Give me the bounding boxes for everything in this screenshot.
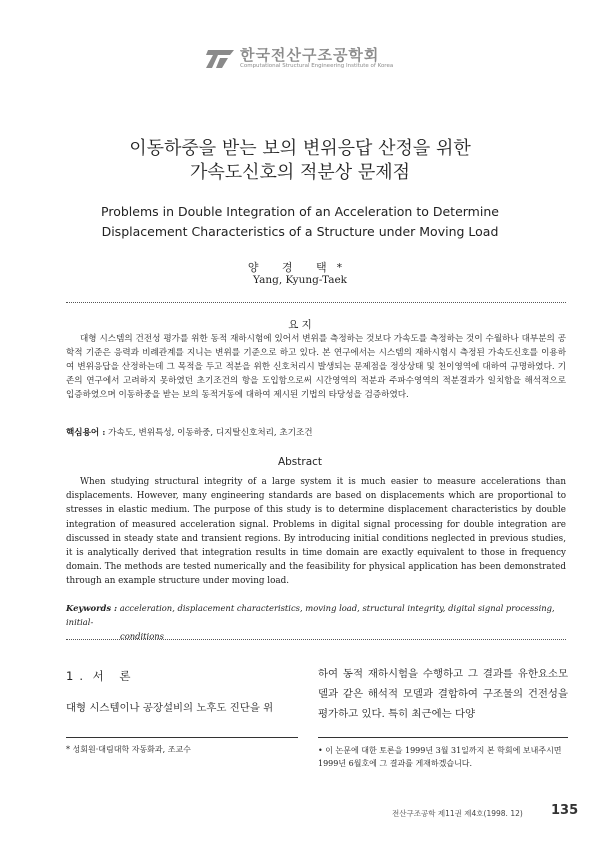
discussion-footnote: • 이 논문에 대한 토론을 1999년 3월 31일까지 본 학회에 보내주시면 1999년 6월호에 그 결과를 게재하겠습니다. — [318, 746, 562, 768]
author-affiliation-footnote: * 성회원·대림대학 자동화과, 조교수 — [66, 745, 191, 754]
abstract-ko-body: 대형 시스템의 건전성 평가를 위한 동적 재하시험에 있어서 변위를 측정하는 것보다 가속도를 측정하는 것이 수월하나 대부분의 공학적 기준은 응력과 비례관계를 지니는 변위를 기준으로 하고 있다. 본 연구에서는 시스템의 재하시험시 측정된 가속도신호를 이용하여 변위응답을 산정하는데 그 목적을 두고 적분을 위한 신호처리시 발생되는 문제점을 정상상태 및 천이영역에 대하여 규명하였다. 기존의 연구에서 고려하지 못하였던 초기조건의 항을 도입함으로써 시간영역의 적분과 주파수영역의 적분결과가 일치함을 해석적으로 입증하였으며 이동하중을 받는 보의 동적거동에 대하여 제시된 기법의 타당성을 검증하였다. — [66, 334, 566, 400]
page-number: 135 — [551, 803, 579, 818]
intro-text-right: 하여 동적 재하시험을 수행하고 그 결과를 유한요소모델과 같은 해석적 모델과 결합하여 구조물의 건전성을 평가하고 있다. 특히 최근에는 다양 — [318, 668, 568, 720]
dotted-divider — [66, 639, 566, 640]
keywords-ko-values: 가속도, 변위특성, 이동하중, 디지탈신호처리, 초기조건 — [108, 428, 313, 438]
journal-citation: 전산구조공학 제11권 제4호(1998. 12) — [392, 809, 523, 818]
dotted-divider — [66, 302, 566, 303]
title-en-line1: Problems in Double Integration of an Acceleration to Determine — [101, 204, 499, 219]
abstract-en-body: When studying structural integrity of a large system it is much easier to measure accelerations than displacements. However, many engineering standards are based on displacements which are proportional to stresses in elastic medium. The purpose of this study is to determine displacement characteristics by double integration of measured acceleration signal. Problems in digital signal processing for double integration are discussed in steady state and transient regions. By introducing initial conditions neglected in previous studies, it is analytically derived that integration results in time domain are exactly equivalent to those in frequency domain. The methods are tested numerically and the feasibility for physical application has been demonstrated through an example structure under moving load. — [66, 477, 566, 587]
author-name-en: Yang, Kyung-Taek — [252, 274, 348, 286]
keywords-en-label: Keywords : — [66, 603, 118, 613]
keywords-en-values-cont: conditions — [120, 631, 164, 641]
footnote-rule — [318, 737, 568, 738]
society-name-en: Computational Structural Engineering Institute of Korea — [240, 63, 394, 69]
keywords-en-values: acceleration, displacement characteristics, moving load, structural integrity, digital signal processing, initial- — [66, 603, 555, 627]
keywords-en — [66, 601, 566, 643]
society-header — [206, 44, 406, 76]
abstract-en-heading: Abstract — [277, 456, 323, 468]
title-en-line2: Displacement Characteristics of a Structure under Moving Load — [101, 224, 499, 239]
keywords-ko-label: 핵심용어 : — [66, 428, 106, 438]
title-ko-line2: 가속도신호의 적분상 문제점 — [189, 162, 411, 183]
section-number: 1. — [66, 669, 89, 683]
keywords-ko — [66, 426, 566, 438]
abstract-ko-heading: 요 지 — [288, 319, 312, 331]
footnote-rule — [66, 737, 298, 738]
society-logo-icon — [206, 46, 236, 70]
section-heading-intro — [66, 668, 137, 684]
society-name-ko: 한국전산구조공학회 — [240, 46, 380, 64]
author-name-ko: 양 경 택* — [247, 261, 353, 274]
intro-text-left: 대형 시스템이나 공장설비의 노후도 진단을 위 — [66, 702, 274, 714]
section-title: 서 론 — [92, 669, 137, 683]
title-ko-line1: 이동하중을 받는 보의 변위응답 산정을 위한 — [129, 138, 471, 159]
